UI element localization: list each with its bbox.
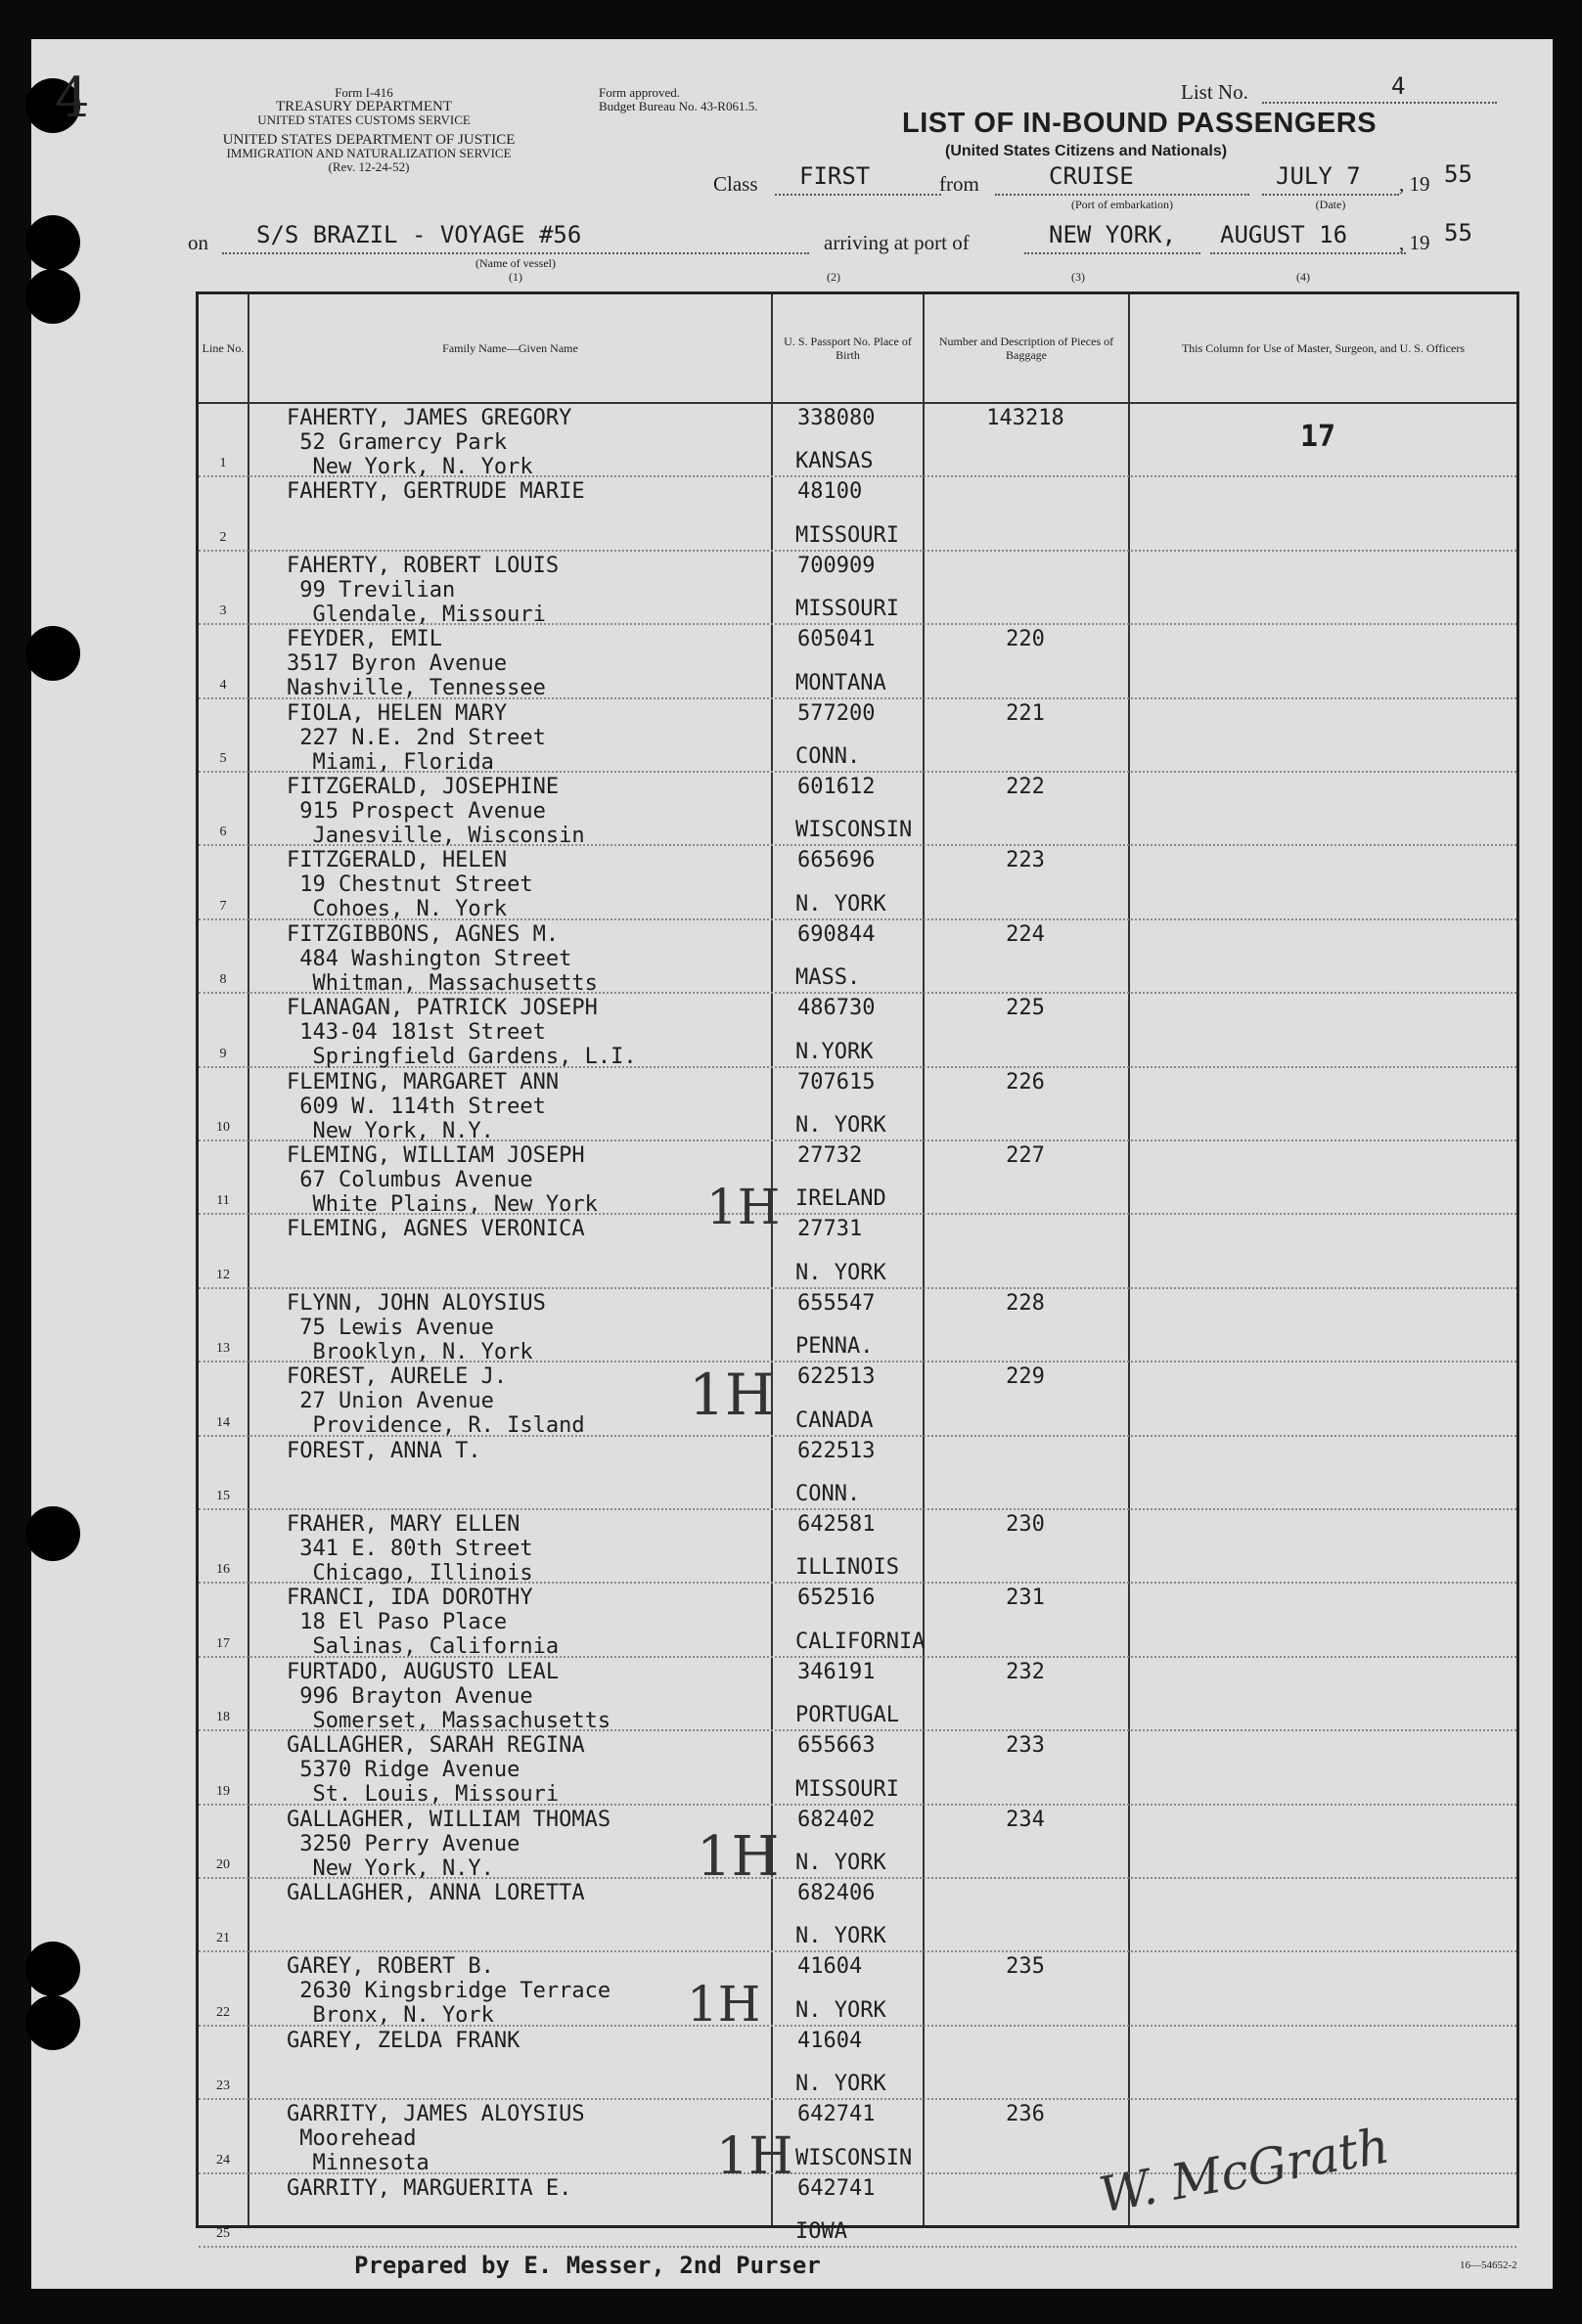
place-of-birth: ILLINOIS [795, 1555, 899, 1581]
passport-number: 700909 [797, 553, 876, 578]
passport-number: 27732 [797, 1143, 863, 1168]
place-of-birth: N. YORK [795, 1924, 886, 1949]
passport-number: 622513 [797, 1364, 876, 1390]
passenger-name-address: GARRITY, MARGUERITA E. [287, 2175, 572, 2201]
table-row [199, 918, 1516, 994]
passport-number: 682406 [797, 1881, 876, 1905]
line-number: 15 [216, 1488, 230, 1503]
place-of-birth: WISCONSIN [795, 2145, 913, 2170]
passenger-name-address: GALLAGHER, WILLIAM THOMAS 3250 Perry Avenue New York, N.Y. [287, 1807, 611, 1881]
place-of-birth: N. YORK [795, 891, 886, 916]
baggage-number: 225 [1006, 996, 1045, 1021]
table-row [199, 771, 1516, 846]
passport-number: 642741 [797, 2175, 876, 2201]
binder-hole [25, 1995, 80, 2050]
baggage-number: 230 [1006, 1512, 1045, 1537]
line-number: 13 [216, 1341, 230, 1357]
line-number: 25 [216, 2225, 230, 2241]
passenger-name-address: FOREST, ANNA T. [287, 1438, 481, 1463]
passport-number: 690844 [797, 921, 876, 947]
place-of-birth: N. YORK [795, 1997, 886, 2023]
line-number: 2 [219, 529, 227, 545]
arrival-date: AUGUST 16 [1220, 221, 1348, 248]
departure-year: 55 [1444, 160, 1472, 188]
passport-number: 577200 [797, 700, 876, 726]
departure-date: JULY 7 [1276, 162, 1361, 190]
passenger-name-address: FAHERTY, JAMES GREGORY 52 Gramercy Park New York, N. York [287, 406, 572, 479]
place-of-birth: MASS. [795, 965, 861, 991]
passport-number: 338080 [797, 406, 876, 430]
binder-hole [25, 215, 80, 270]
col-header-line: Line No. [199, 294, 248, 404]
line-number: 19 [216, 1783, 230, 1799]
table-row [199, 1213, 1516, 1288]
place-of-birth: IRELAND [795, 1186, 886, 1212]
arrival-date-line [1210, 252, 1406, 254]
class-value: FIRST [799, 162, 871, 190]
table-row [199, 1140, 1516, 1215]
line-number: 24 [216, 2152, 230, 2168]
place-of-birth: CANADA [795, 1408, 874, 1433]
baggage-number: 226 [1006, 1069, 1045, 1095]
place-of-birth: PENNA. [795, 1334, 874, 1360]
place-of-birth: WISCONSIN [795, 818, 913, 843]
passenger-name-address: GAREY, ZELDA FRANK [287, 2028, 520, 2053]
baggage-number: 231 [1006, 1586, 1045, 1611]
passenger-name-address: FOREST, AURELE J. 27 Union Avenue Providence, R. Island [287, 1364, 585, 1439]
passenger-name-address: FRANCI, IDA DOROTHY 18 El Paso Place Salinas, California [287, 1586, 560, 1660]
col-header-name: Family Name—Given Name [249, 294, 771, 404]
list-no-line [1262, 102, 1497, 104]
table-row [199, 2025, 1516, 2100]
passport-number: 48100 [797, 479, 863, 505]
col4-marker: (4) [1296, 270, 1310, 284]
passenger-name-address: GARRITY, JAMES ALOYSIUS Moorehead Minnesota [287, 2102, 585, 2176]
handwritten-mark: 1H [689, 1362, 775, 1428]
place-of-birth: N. YORK [795, 1112, 886, 1138]
page-title: LIST OF IN-BOUND PASSENGERS [902, 108, 1378, 139]
line-number: 11 [216, 1193, 230, 1209]
passenger-table [196, 291, 1519, 2244]
line-number: 22 [216, 2004, 230, 2020]
place-of-birth: PORTUGAL [795, 1703, 899, 1728]
table-row [199, 1066, 1516, 1141]
passport-number: 605041 [797, 627, 876, 652]
passenger-name-address: FEYDER, EMIL 3517 Byron Avenue Nashville, Tennessee [287, 627, 546, 701]
baggage-number: 221 [1006, 700, 1045, 726]
passenger-name-address: GALLAGHER, SARAH REGINA 5370 Ridge Avenue St. Louis, Missouri [287, 1733, 585, 1808]
table-row [199, 402, 1516, 477]
ins-service: IMMIGRATION AND NATURALIZATION SERVICE [226, 146, 512, 160]
list-no-label: List No. [1181, 80, 1248, 104]
passenger-name-address: FRAHER, MARY ELLEN 341 E. 80th Street Chicago, Illinois [287, 1512, 533, 1586]
passenger-name-address: FLEMING, WILLIAM JOSEPH 67 Columbus Avenue White Plains, New York [287, 1143, 598, 1217]
table-row [199, 1508, 1516, 1584]
col-header-passport: U. S. Passport No. Place of Birth [773, 294, 923, 404]
binder-hole [25, 269, 80, 324]
doj-dept: UNITED STATES DEPARTMENT OF JUSTICE [222, 132, 516, 148]
passenger-name-address: FITZGERALD, HELEN 19 Chestnut Street Cohoes, N. York [287, 848, 533, 922]
binder-hole [25, 626, 80, 681]
arriving-label: arriving at port of [824, 231, 970, 254]
place-of-birth: MISSOURI [795, 597, 899, 622]
place-of-birth: MONTANA [795, 670, 886, 695]
baggage-number: 228 [1006, 1290, 1045, 1316]
passport-number: 682402 [797, 1807, 876, 1832]
baggage-number: 233 [1006, 1733, 1045, 1759]
passport-number: 346191 [797, 1659, 876, 1684]
class-line [775, 194, 941, 196]
approval-note [599, 86, 794, 113]
document-page [31, 39, 1553, 2289]
line-number: 17 [216, 1635, 230, 1651]
place-of-birth: CONN. [795, 1481, 861, 1506]
class-label: Class [713, 172, 758, 196]
passenger-name-address: FLYNN, JOHN ALOYSIUS 75 Lewis Avenue Brooklyn, N. York [287, 1290, 546, 1364]
table-row [199, 1435, 1516, 1510]
form-approved: Form approved. [599, 85, 681, 100]
passport-number: 707615 [797, 1069, 876, 1095]
baggage-number: 236 [1006, 2102, 1045, 2127]
line-number: 5 [219, 750, 227, 766]
revision: (Rev. 12-24-52) [328, 159, 410, 174]
passenger-name-address: FLEMING, MARGARET ANN 609 W. 114th Street New York, N.Y. [287, 1069, 560, 1143]
baggage-number: 224 [1006, 921, 1045, 947]
port-line [1024, 252, 1200, 254]
passport-number: 652516 [797, 1586, 876, 1611]
form-code: 16—54652-2 [1460, 2259, 1517, 2271]
table-row [199, 475, 1516, 551]
passport-number: 655547 [797, 1290, 876, 1316]
table-row [199, 844, 1516, 922]
vessel-caption: (Name of vessel) [475, 256, 556, 270]
line-number: 16 [216, 1562, 230, 1578]
form-number: Form I-416 [335, 85, 393, 100]
passport-number: 622513 [797, 1438, 876, 1463]
line-number: 8 [219, 972, 227, 988]
passenger-name-address: FLEMING, AGNES VERONICA [287, 1217, 585, 1242]
passenger-name-address: FITZGIBBONS, AGNES M. 484 Washington Street Whitman, Massachusetts [287, 921, 598, 996]
baggage-number: 232 [1006, 1659, 1045, 1684]
baggage-number: 223 [1006, 848, 1045, 873]
table-row [199, 1361, 1516, 1439]
baggage-number: 227 [1006, 1143, 1045, 1168]
col3-marker: (3) [1071, 270, 1085, 284]
baggage-number: 220 [1006, 627, 1045, 652]
officer-note: 17 [1300, 420, 1336, 454]
customs-service: UNITED STATES CUSTOMS SERVICE [257, 112, 471, 127]
page-subtitle: (United States Citizens and Nationals) [945, 143, 1228, 159]
passport-number: 41604 [797, 2028, 863, 2053]
passport-number: 655663 [797, 1733, 876, 1759]
passenger-name-address: GAREY, ROBERT B. 2630 Kingsbridge Terrace Bronx, N. York [287, 1954, 611, 2029]
passenger-name-address: FAHERTY, ROBERT LOUIS 99 Trevilian Glendale, Missouri [287, 553, 560, 627]
table-row [199, 1656, 1516, 1731]
place-of-birth: IOWA [795, 2218, 847, 2244]
margin-mark: 4 [55, 67, 90, 130]
line-number: 10 [216, 1119, 230, 1135]
handwritten-mark: 1H [697, 1825, 780, 1889]
passenger-name-address: FURTADO, AUGUSTO LEAL 996 Brayton Avenue Somerset, Massachusetts [287, 1659, 611, 1733]
passenger-name-address: FLANAGAN, PATRICK JOSEPH 143-04 181st Street Springfield Gardens, L.I. [287, 996, 637, 1070]
place-of-birth: CALIFORNIA [795, 1629, 926, 1654]
budget-bureau: Budget Bureau No. 43-R061.5. [599, 99, 758, 113]
line-number: 1 [219, 456, 227, 471]
table-row [199, 1804, 1516, 1879]
from-caption: (Port of embarkation) [1071, 198, 1173, 211]
from-value: CRUISE [1049, 162, 1134, 190]
prepared-by: Prepared by E. Messer, 2nd Purser [354, 2252, 821, 2279]
place-of-birth: N. YORK [795, 1850, 886, 1875]
line-number: 21 [216, 1931, 230, 1946]
table-row [199, 1950, 1516, 2029]
place-of-birth: KANSAS [795, 449, 874, 474]
line-number: 9 [219, 1046, 227, 1061]
binder-hole [25, 1942, 80, 1996]
col-header-officers: This Column for Use of Master, Surgeon, and U. S. Officers [1130, 294, 1516, 404]
line-number: 23 [216, 2078, 230, 2094]
passport-number: 665696 [797, 848, 876, 873]
line-number: 4 [219, 677, 227, 693]
date-line [1262, 194, 1399, 196]
table-row [199, 992, 1516, 1070]
col2-marker: (2) [827, 270, 840, 284]
officer-signature: W. McGrath [1095, 2117, 1394, 2224]
passport-number: 27731 [797, 1217, 863, 1242]
baggage-number: 229 [1006, 1364, 1045, 1390]
line-number: 6 [219, 825, 227, 840]
baggage-number: 222 [1006, 775, 1045, 799]
passport-number: 486730 [797, 996, 876, 1021]
date-caption: (Date) [1315, 198, 1346, 211]
table-row [199, 697, 1516, 773]
passport-number: 601612 [797, 775, 876, 799]
passport-number: 642741 [797, 2102, 876, 2127]
from-label: from [939, 172, 979, 196]
place-of-birth: CONN. [795, 743, 861, 769]
col-header-baggage: Number and Description of Pieces of Baggage [925, 294, 1128, 404]
on-label: on [188, 231, 208, 254]
arrival-year-prefix: , 19 [1399, 231, 1430, 254]
date-year-prefix: , 19 [1399, 172, 1430, 196]
line-number: 7 [219, 898, 227, 914]
handwritten-mark: 1H [687, 1976, 761, 2033]
passport-number: 642581 [797, 1512, 876, 1537]
passenger-name-address: FIOLA, HELEN MARY 227 N.E. 2nd Street Miami, Florida [287, 700, 546, 775]
arrival-port: NEW YORK, [1049, 221, 1177, 248]
form-header [237, 86, 491, 127]
from-line [995, 194, 1249, 196]
line-number: 3 [219, 603, 227, 619]
line-number: 20 [216, 1856, 230, 1872]
place-of-birth: MISSOURI [795, 1776, 899, 1802]
table-row [199, 1877, 1516, 1952]
passenger-name-address: FITZGERALD, JOSEPHINE 915 Prospect Avenue Janesville, Wisconsin [287, 775, 585, 848]
table-row [199, 1582, 1516, 1660]
passenger-name-address: GALLAGHER, ANNA LORETTA [287, 1881, 585, 1905]
place-of-birth: N. YORK [795, 1260, 886, 1285]
place-of-birth: N. YORK [795, 2072, 886, 2097]
treasury-dept: TREASURY DEPARTMENT [275, 99, 453, 114]
vessel-line [222, 252, 809, 254]
vessel-name: S/S BRAZIL - VOYAGE #56 [256, 221, 582, 248]
table-row [199, 623, 1516, 701]
doj-header [183, 133, 555, 174]
line-number: 14 [216, 1414, 230, 1430]
table-row [199, 1729, 1516, 1808]
handwritten-mark: 1H [716, 2127, 793, 2186]
table-row [199, 550, 1516, 625]
binder-hole [25, 1506, 80, 1561]
baggage-number: 234 [1006, 1807, 1045, 1832]
place-of-birth: MISSOURI [795, 522, 899, 548]
list-no-value: 4 [1391, 72, 1406, 100]
passport-number: 41604 [797, 1954, 863, 1980]
line-number: 18 [216, 1710, 230, 1725]
line-number: 12 [216, 1267, 230, 1282]
handwritten-mark: 1H [706, 1179, 781, 1235]
arrival-year: 55 [1444, 219, 1472, 246]
passenger-name-address: FAHERTY, GERTRUDE MARIE [287, 479, 585, 505]
baggage-number: 143218 [986, 406, 1064, 430]
baggage-number: 235 [1006, 1954, 1045, 1980]
table-row [199, 1287, 1516, 1363]
col1-marker: (1) [509, 270, 522, 284]
place-of-birth: N.YORK [795, 1039, 874, 1064]
